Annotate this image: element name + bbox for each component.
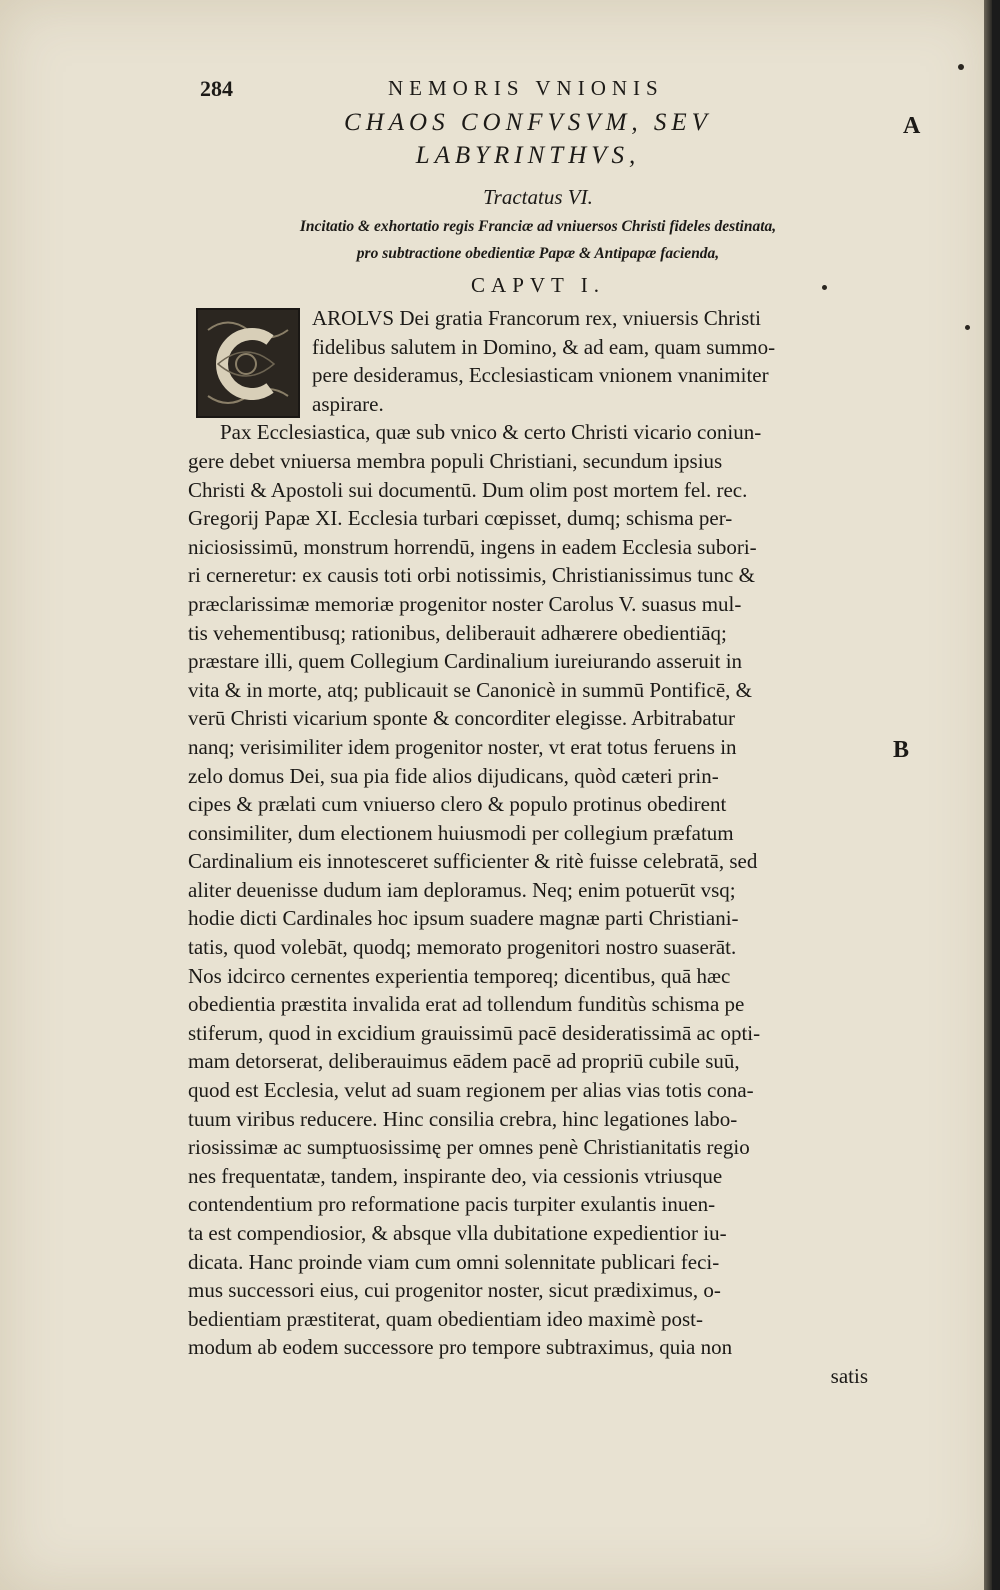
paragraph2-line: mus successori eius, cui progenitor noster, sicut prædiximus, o- (188, 1278, 721, 1303)
paragraph2-line: consimiliter, dum electionem huiusmodi per collegium præfatum (188, 820, 734, 845)
running-head (188, 72, 888, 106)
page-number: 284 (200, 76, 233, 101)
paragraph2-line: ri cerneretur: ex causis toti orbi notissimis, Christianissimus tunc & (188, 563, 755, 588)
paragraph2-line: hodie dicti Cardinales hoc ipsum suadere magnæ parti Christiani- (188, 906, 739, 931)
paragraph2-line: nes frequentatæ, tandem, inspirante deo, via cessionis vtriusque (188, 1163, 723, 1188)
paragraph2-line: præstare illi, quem Collegium Cardinalium iureiurando asseruit in (188, 649, 743, 674)
paragraph2-line: Cardinalium eis innotesceret sufficienter & ritè fuisse celebratā, sed (188, 849, 758, 874)
title-line-2: LABYRINTHVS, (415, 142, 641, 169)
title-line-1: CHAOS CONFVSVM, SEV (344, 109, 712, 136)
paragraph1-line: pere desideramus, Ecclesiasticam vnionem vnanimiter (312, 363, 769, 388)
paragraph2-line: niciosissimū, monstrum horrendū, ingens in eadem Ecclesia subori- (188, 534, 757, 559)
paragraph2-line: aliter deuenisse dudum iam deploramus. Neq; enim potuerūt vsq; (188, 877, 736, 902)
chapter-heading: CAPVT I. (471, 273, 605, 297)
paragraph-2 (188, 418, 888, 1362)
decorated-initial (196, 308, 300, 418)
paragraph2-line: Pax Ecclesiastica, quæ sub vnico & certo Christi vicario coniun- (220, 420, 762, 445)
paragraph2-line: cipes & prælati cum vniuerso clero & populo protinus obedirent (188, 792, 727, 817)
text-block (188, 72, 888, 1391)
paragraph2-line: gere debet vniuersa membra populi Christiani, secundum ipsius (188, 448, 723, 473)
subtitle-line-1: Incitatio & exhortatio regis Franciæ ad vniuersos Christi fideles destinata, (299, 218, 777, 235)
paragraph2-line: Christi & Apostoli sui documentū. Dum olim post mortem fel. rec. (188, 477, 748, 502)
margin-letter-b: B (893, 737, 910, 763)
subtitle-line-2: pro subtractione obedientiæ Papæ & Antipapæ facienda, (356, 245, 720, 262)
ornamental-initial-c-icon (198, 310, 298, 416)
paragraph2-line: tatis, quod volebāt, quodq; memorato progenitori nostro suaserāt. (188, 935, 737, 960)
paragraph2-line: Gregorij Papæ XI. Ecclesia turbari cœpisset, dumq; schisma per- (188, 506, 733, 531)
catchword: satis (830, 1363, 868, 1388)
paragraph2-line: ta est compendiosior, & absque vlla dubitatione expedientior iu- (188, 1221, 727, 1245)
paragraph2-line: riosissimæ ac sumptuosissimę per omnes penè Christianitatis regio (188, 1135, 750, 1160)
paragraph2-line: quod est Ecclesia, velut ad suam regionem per alias vias totis cona- (188, 1078, 754, 1103)
paragraph2-line: obedientia præstita invalida erat ad tollendum funditùs schisma pe (188, 992, 745, 1017)
paragraph2-line: bedientiam præstiterat, quam obedientiam ideo maximè post- (188, 1306, 703, 1331)
paragraph2-line: modum ab eodem successore pro tempore subtraximus, quia non (188, 1335, 733, 1360)
paragraph2-line: tuum viribus reducere. Hinc consilia crebra, hinc legationes labo- (188, 1106, 738, 1131)
paragraph2-line: præclarissimæ memoriæ progenitor noster Carolus V. suasus mul- (188, 591, 742, 616)
paragraph2-line: nanq; verisimiliter idem progenitor noster, vt erat totus feruens in (188, 734, 737, 759)
paragraph2-line: zelo domus Dei, sua pia fide alios dijudicans, quòd cæteri prin- (188, 763, 719, 788)
running-title: NEMORIS VNIONIS (388, 76, 664, 100)
paragraph2-line: contendentium pro reformatione pacis turpiter exulantis inuen- (188, 1192, 716, 1217)
body-text (188, 304, 888, 1391)
paragraph2-line: Nos idcirco cernentes experientia temporeq; dicentibus, quā hæc (188, 963, 731, 988)
tractatus-heading: Tractatus VI. (483, 185, 593, 209)
paragraph1-line: AROLVS Dei gratia Francorum rex, vniuersis Christi (312, 306, 761, 330)
paragraph2-line: verū Christi vicarium sponte & concorditer elegisse. Arbitrabatur (188, 706, 736, 731)
margin-letter-a: A (903, 113, 921, 139)
ink-speck (965, 325, 970, 330)
paragraph2-line: tis vehementibusq; rationibus, deliberauit adhærere obedientiāq; (188, 620, 727, 645)
ink-speck (958, 64, 964, 70)
paragraph1-line: fidelibus salutem in Domino, & ad eam, quam summo- (312, 334, 776, 359)
paragraph2-line: stiferum, quod in excidium grauissimū pacē desideratissimā ac opti- (188, 1020, 761, 1045)
paragraph2-line: mam detorserat, deliberauimus eādem pacē ad propriū cubile suū, (188, 1049, 740, 1074)
paragraph1-line: aspirare. (312, 391, 384, 416)
paragraph2-line: vita & in morte, atq; publicauit se Canonicè in summū Pontificē, & (188, 677, 752, 702)
page-edge (984, 0, 992, 1590)
paragraph2-line: dicata. Hanc proinde viam cum omni solennitate publicari feci- (188, 1249, 720, 1274)
